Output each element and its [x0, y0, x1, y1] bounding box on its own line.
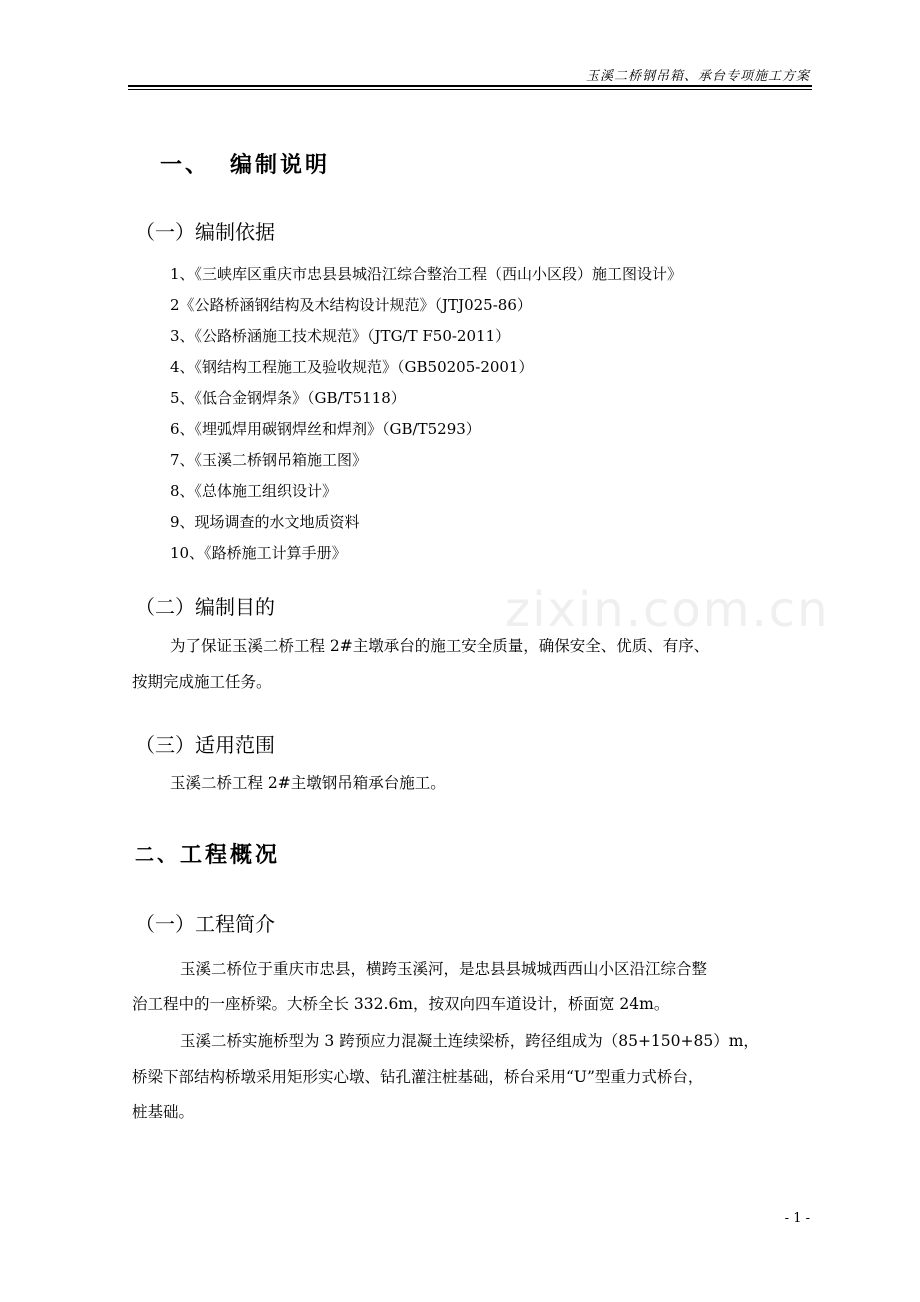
header-rule-thick: [128, 85, 812, 87]
section-1-title: 编制说明: [230, 153, 331, 178]
overview-paragraph-line: 桩基础。: [132, 1103, 195, 1121]
reference-item: 2《公路桥涵钢结构及木结构设计规范》（JTJ025-86）: [170, 296, 532, 314]
section-1-number: 一、: [160, 153, 211, 178]
purpose-paragraph-line: 为了保证玉溪二桥工程 2#主墩承台的施工安全质量，确保安全、优质、有序、: [170, 637, 710, 655]
overview-paragraph-line: 治工程中的一座桥梁。大桥全长 332.6m，按双向四车道设计，桥面宽 24m。: [132, 995, 670, 1013]
reference-item: 10、《路桥施工计算手册》: [170, 544, 347, 562]
reference-item: 1、《三峡库区重庆市忠县县城沿江综合整治工程（西山小区段）施工图设计》: [170, 265, 683, 283]
reference-item: 9、现场调查的水文地质资料: [170, 513, 360, 531]
purpose-paragraph-line: 按期完成施工任务。: [132, 673, 272, 691]
subsection-1-2-title: （二）编制目的: [135, 595, 275, 619]
subsection-1-1-title: （一）编制依据: [135, 220, 275, 244]
reference-item: 6、《埋弧焊用碳钢焊丝和焊剂》（GB/T5293）: [170, 420, 481, 438]
scope-paragraph: 玉溪二桥工程 2#主墩钢吊箱承台施工。: [170, 774, 446, 792]
section-2-title: 工程概况: [180, 843, 281, 868]
subsection-1-3-title: （三）适用范围: [135, 733, 275, 757]
reference-item: 7、《玉溪二桥钢吊箱施工图》: [170, 451, 368, 469]
watermark: zixin.com.cn: [505, 582, 830, 638]
page-number: - 1 -: [784, 1211, 810, 1226]
reference-item: 5、《低合金钢焊条》（GB/T5118）: [170, 389, 406, 407]
overview-paragraph-line: 玉溪二桥实施桥型为 3 跨预应力混凝土连续梁桥，跨径组成为（85+150+85）m，: [180, 1032, 759, 1050]
header-rule-thin: [128, 89, 812, 90]
reference-item: 3、《公路桥涵施工技术规范》（JTG/T F50-2011）: [170, 327, 511, 345]
overview-paragraph-line: 玉溪二桥位于重庆市忠县，横跨玉溪河，是忠县县城城西西山小区沿江综合整: [180, 960, 708, 978]
reference-item: 8、《总体施工组织设计》: [170, 482, 338, 500]
section-2-number: 二、: [135, 844, 180, 866]
reference-item: 4、《钢结构工程施工及验收规范》（GB50205-2001）: [170, 358, 534, 376]
overview-paragraph-line: 桥梁下部结构桥墩采用矩形实心墩、钻孔灌注桩基础，桥台采用“U”型重力式桥台，: [132, 1068, 704, 1086]
subsection-2-1-title: （一）工程简介: [135, 912, 275, 936]
running-header-title: 玉溪二桥钢吊箱、承台专项施工方案: [585, 69, 810, 84]
